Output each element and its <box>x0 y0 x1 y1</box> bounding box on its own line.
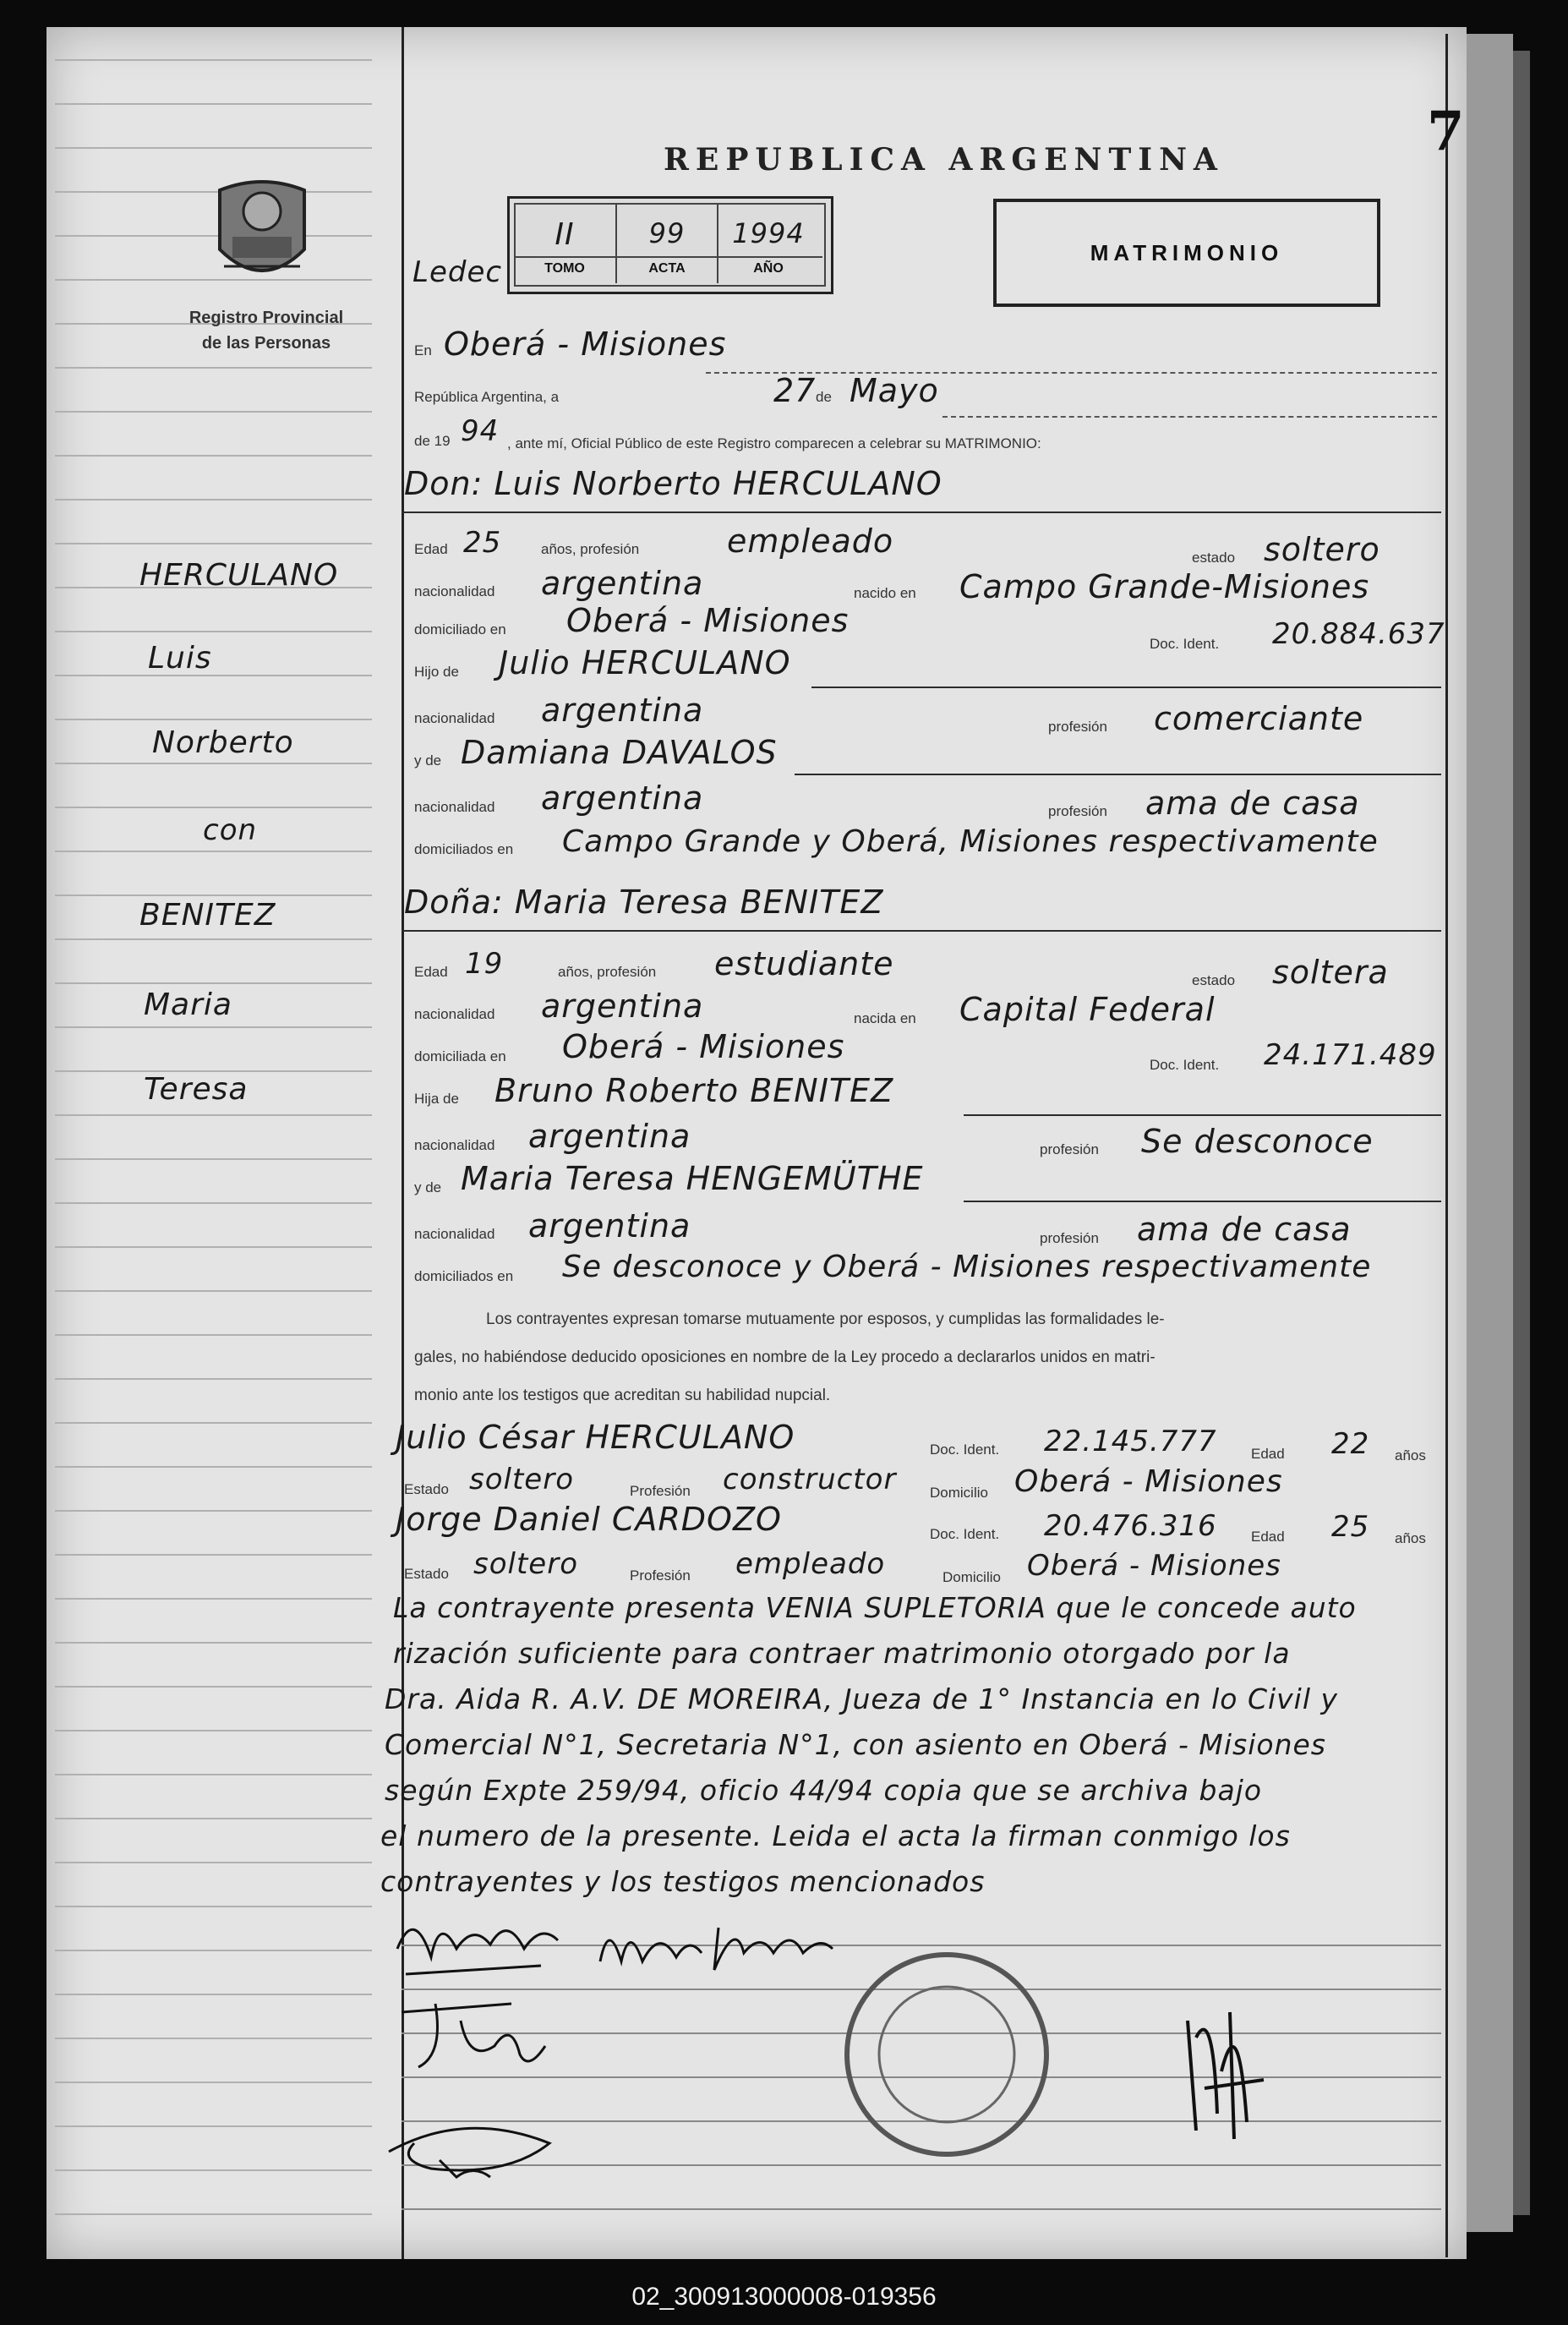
rule <box>811 687 1441 688</box>
margin-rule-line <box>55 499 372 501</box>
bride-title: Doña: Maria Teresa BENITEZ <box>404 884 884 921</box>
nac-label: nacionalidad <box>414 799 495 815</box>
witness-edad-label: Edad <box>1251 1529 1285 1545</box>
witness-2-domicilio: Oberá - Misiones <box>1027 1549 1281 1583</box>
witness-estado-label: Estado <box>404 1566 449 1582</box>
prof-label: profesión <box>1048 719 1107 735</box>
margin-rule-line <box>55 1642 372 1644</box>
margin-rule-line <box>55 851 372 852</box>
margin-rule-line <box>55 1202 372 1204</box>
dom-label: domiciliada en <box>414 1048 506 1064</box>
bride-padres-dom: Se desconoce y Oberá - Misiones respectivamente <box>562 1250 1372 1284</box>
bride-padre-nac: argentina <box>528 1118 691 1155</box>
doc-label: Doc. Ident. <box>1150 1057 1220 1073</box>
groom-doc: 20.884.637 <box>1272 617 1445 651</box>
dom-label: domiciliado en <box>414 621 506 637</box>
bride-domicilio: Oberá - Misiones <box>562 1028 845 1065</box>
note-line-4: Comercial N°1, Secretaria N°1, con asiento en Oberá - Misiones <box>385 1728 1327 1761</box>
witness-prof-label: Profesión <box>630 1567 691 1584</box>
margin-rule-line <box>55 2082 372 2083</box>
witness-doc-label: Doc. Ident. <box>930 1526 1000 1542</box>
acta-value: 99 <box>648 217 686 249</box>
estado-label: estado <box>1192 550 1236 566</box>
anios-prof-label: años, profesión <box>541 541 640 557</box>
anio-value: 1994 <box>732 217 805 249</box>
doc-label: Doc. Ident. <box>1150 636 1220 652</box>
intro-year: 94 <box>461 414 500 448</box>
note-line-2: rización suficiente para contraer matrimonio otorgado por la <box>393 1637 1291 1670</box>
margin-rule-line <box>55 763 372 764</box>
hija-label: Hija de <box>414 1091 459 1107</box>
margin-rule-line <box>55 1466 372 1468</box>
nac-label: nacionalidad <box>414 1137 495 1153</box>
margin-rule-line <box>55 719 372 720</box>
margin-rule-line <box>55 1862 372 1863</box>
margin-rule-line <box>55 631 372 632</box>
page-edge-shadow <box>1513 51 1530 2215</box>
right-rule <box>1445 34 1448 2257</box>
margin-rule-line <box>55 1158 372 1160</box>
witness-1-signature <box>385 1987 554 2080</box>
groom-edad: 25 <box>463 526 502 560</box>
margin-rule-line <box>55 1950 372 1951</box>
margin-rule-line <box>55 1598 372 1600</box>
margin-rule-line <box>55 982 372 984</box>
margin-rule-line <box>55 1422 372 1424</box>
groom-nacionalidad: argentina <box>541 565 704 602</box>
groom-nacido: Campo Grande-Misiones <box>959 568 1370 605</box>
groom-title: Don: Luis Norberto HERCULANO <box>404 465 942 502</box>
margin-rule-line <box>55 2169 372 2171</box>
margin-rule-line <box>55 1246 372 1248</box>
nac-label: nacionalidad <box>414 1226 495 1242</box>
witness-dom-label: Domicilio <box>930 1485 988 1501</box>
witness-1-name: Julio César HERCULANO <box>396 1419 795 1456</box>
margin-rule-line <box>55 1510 372 1512</box>
codec-handwritten: Ledec <box>412 255 503 289</box>
record-number-box <box>507 196 833 294</box>
rule <box>795 774 1441 775</box>
margin-rule-line <box>55 1818 372 1819</box>
record-type-box: MATRIMONIO <box>993 199 1380 307</box>
margin-rule-line <box>55 367 372 369</box>
margin-rule-line <box>55 1290 372 1292</box>
margin-rule-line <box>55 1554 372 1556</box>
margin-rule-line <box>55 1334 372 1336</box>
note-line-3: Dra. Aida R. A.V. DE MOREIRA, Jueza de 1° Instancia en lo Civil y <box>385 1682 1339 1715</box>
groom-padre-prof: comerciante <box>1154 700 1364 737</box>
intro-month: Mayo <box>850 372 939 409</box>
country-title: REPUBLICA ARGENTINA <box>664 142 1224 178</box>
yde-label: y de <box>414 1179 442 1195</box>
witness-anios-label: años <box>1395 1447 1426 1463</box>
bride-doc: 24.171.489 <box>1264 1038 1437 1072</box>
year-label: de 19 <box>414 433 451 449</box>
margin-rule-line <box>55 894 372 896</box>
declaration-line-3: monio ante los testigos que acreditan su habilidad nupcial. <box>414 1387 831 1404</box>
lower-rule-line <box>402 2208 1441 2210</box>
nac-label: nacionalidad <box>414 583 495 599</box>
tomo-value: II <box>555 217 575 252</box>
margin-surname-groom: HERCULANO <box>139 558 339 593</box>
margin-rule-line <box>55 1774 372 1775</box>
margin-connector: con <box>203 813 258 847</box>
witness-doc-label: Doc. Ident. <box>930 1442 1000 1458</box>
rep-label: República Argentina, a <box>414 389 560 405</box>
page-number: 7 <box>1427 100 1465 163</box>
hijo-label: Hijo de <box>414 664 459 680</box>
margin-rule-line <box>55 675 372 676</box>
registry-name: Registro Provincial <box>188 309 344 327</box>
bride-madre: Maria Teresa HENGEMÜTHE <box>461 1160 924 1197</box>
nacido-label: nacido en <box>854 585 916 601</box>
bride-profesion: estudiante <box>714 945 894 982</box>
groom-madre-prof: ama de casa <box>1145 785 1360 822</box>
page-edge <box>1467 34 1513 2232</box>
groom-padre: Julio HERCULANO <box>499 644 791 681</box>
acta-label: ACTA <box>648 261 686 276</box>
witness-1-edad: 22 <box>1331 1427 1370 1461</box>
bride-madre-prof: ama de casa <box>1137 1211 1352 1248</box>
margin-rule-line <box>55 543 372 544</box>
witness-2-name: Jorge Daniel CARDOZO <box>396 1501 782 1538</box>
intro-day: 27 <box>773 372 817 409</box>
edad-label: Edad <box>414 541 448 557</box>
witness-1-estado: soltero <box>469 1463 574 1496</box>
margin-name-groom-1: Luis <box>148 641 212 676</box>
witness-2-edad: 25 <box>1331 1510 1370 1544</box>
margin-rule-line <box>55 2213 372 2215</box>
doms-label: domiciliados en <box>414 841 514 857</box>
bride-padre: Bruno Roberto BENITEZ <box>494 1072 894 1109</box>
rule <box>964 1114 1441 1116</box>
bride-signature <box>592 1902 845 1987</box>
nac-label: nacionalidad <box>414 1006 495 1022</box>
margin-rule-line <box>55 1378 372 1380</box>
groom-signature <box>389 1898 575 1991</box>
margin-rule-line <box>55 2125 372 2127</box>
groom-madre-nac: argentina <box>541 780 704 817</box>
prof-label: profesión <box>1048 803 1107 819</box>
margin-rule-line <box>55 147 372 149</box>
official-stamp <box>837 1945 1057 2164</box>
rule <box>402 930 1441 932</box>
witness-1-domicilio: Oberá - Misiones <box>1014 1464 1283 1499</box>
groom-padres-dom: Campo Grande y Oberá, Misiones respectivamente <box>562 824 1379 859</box>
tomo-label: TOMO <box>544 261 585 276</box>
margin-rule-line <box>55 455 372 457</box>
margin-rule-line <box>55 1114 372 1116</box>
margin-rule-line <box>55 1906 372 1907</box>
declaration-line-2: gales, no habiéndose deducido oposiciones en nombre de la Ley procedo a declararlos unidos en matri- <box>414 1348 1156 1366</box>
margin-rule-line <box>55 1994 372 1995</box>
margin-rule-line <box>55 103 372 105</box>
witness-dom-label: Domicilio <box>942 1569 1001 1585</box>
margin-name-bride-2: Teresa <box>144 1072 249 1107</box>
witness-anios-label: años <box>1395 1530 1426 1546</box>
margin-rule-line <box>55 938 372 940</box>
nacida-label: nacida en <box>854 1010 916 1026</box>
official-signature <box>1171 1987 1272 2147</box>
margin-rule-line <box>55 1686 372 1688</box>
declaration-line-1: Los contrayentes expresan tomarse mutuamente por esposos, y cumplidas las formalidades le- <box>486 1310 1165 1328</box>
registry-name-2: de las Personas <box>201 334 331 353</box>
nac-label: nacionalidad <box>414 710 495 726</box>
bride-nacionalidad: argentina <box>541 987 704 1025</box>
margin-surname-bride: BENITEZ <box>139 898 276 933</box>
margin-rule-line <box>55 1730 372 1731</box>
bride-nacida: Capital Federal <box>959 991 1216 1028</box>
groom-padre-nac: argentina <box>541 692 704 729</box>
prof-label: profesión <box>1040 1230 1099 1246</box>
image-footer-id: 02_300913000008-019356 <box>631 2283 937 2311</box>
rule <box>402 512 1441 513</box>
estado-label: estado <box>1192 972 1236 988</box>
prof-label: profesión <box>1040 1141 1099 1157</box>
intro-text: , ante mí, Oficial Público de este Registro comparecen a celebrar su MATRIMONIO: <box>507 435 1041 451</box>
note-line-5: según Expte 259/94, oficio 44/94 copia que se archiva bajo <box>385 1774 1263 1807</box>
margin-rule-line <box>55 807 372 808</box>
groom-madre: Damiana DAVALOS <box>461 734 778 771</box>
rule <box>964 1201 1441 1202</box>
bride-edad: 19 <box>465 947 504 981</box>
witness-2-signature <box>380 2109 566 2194</box>
witness-2-profesion: empleado <box>735 1547 886 1581</box>
doms-label: domiciliados en <box>414 1268 514 1284</box>
yde-label: y de <box>414 752 442 769</box>
witness-edad-label: Edad <box>1251 1446 1285 1462</box>
witness-2-doc: 20.476.316 <box>1044 1509 1217 1543</box>
anio-label: AÑO <box>753 261 784 276</box>
note-line-6: el numero de la presente. Leida el acta la firman conmigo los <box>380 1819 1291 1852</box>
groom-estado: soltero <box>1264 531 1380 568</box>
margin-rule-line <box>55 2038 372 2039</box>
note-line-7: contrayentes y los testigos mencionados <box>380 1865 986 1898</box>
groom-domicilio: Oberá - Misiones <box>566 602 850 639</box>
rule <box>942 416 1437 418</box>
bride-padre-prof: Se desconoce <box>1141 1123 1374 1160</box>
margin-rule-line <box>55 1026 372 1028</box>
witness-1-profesion: constructor <box>723 1463 897 1496</box>
de-label: de <box>816 389 832 405</box>
intro-place: Oberá - Misiones <box>444 326 727 363</box>
en-label: En <box>414 342 432 358</box>
edad-label: Edad <box>414 964 448 980</box>
witness-estado-label: Estado <box>404 1481 449 1497</box>
witness-1-doc: 22.145.777 <box>1044 1425 1217 1458</box>
groom-profesion: empleado <box>727 522 894 560</box>
note-line-1: La contrayente presenta VENIA SUPLETORIA que le concede auto <box>393 1591 1357 1624</box>
witness-2-estado: soltero <box>473 1547 578 1581</box>
witness-prof-label: Profesión <box>630 1483 691 1499</box>
bride-estado: soltera <box>1272 954 1389 991</box>
margin-name-bride-1: Maria <box>144 987 232 1022</box>
anios-prof-label: años, profesión <box>558 964 657 980</box>
margin-rule-line <box>55 411 372 413</box>
bride-madre-nac: argentina <box>528 1207 691 1245</box>
margin-name-groom-2: Norberto <box>152 725 294 760</box>
province-seal <box>207 173 317 292</box>
margin-rule-line <box>55 59 372 61</box>
